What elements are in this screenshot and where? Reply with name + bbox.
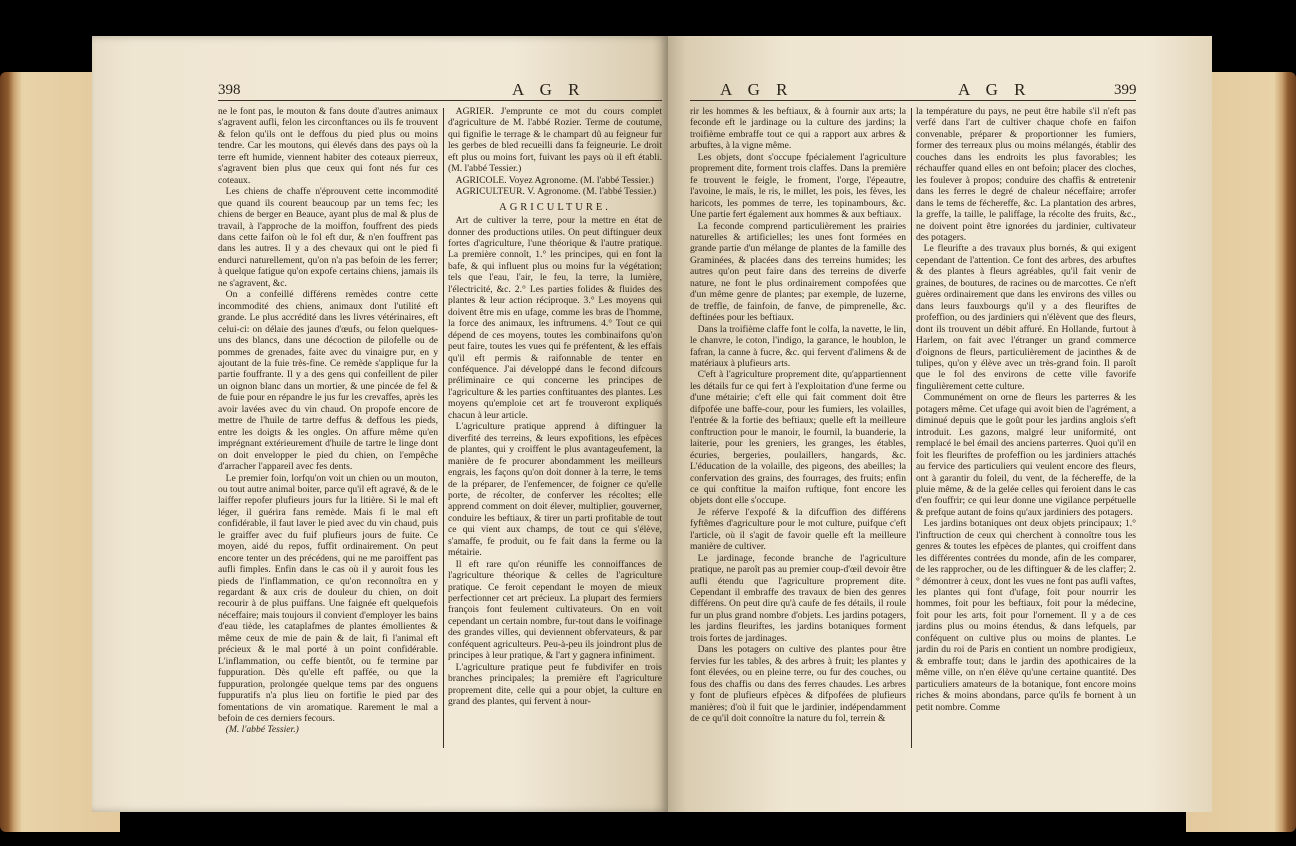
paragraph: La feconde comprend particulièrement les prairies naturelles & artificielles; les unes font formées en grande partie d'un mélange de plantes de la famille des Graminées, & placées dans des terreins humides; les autres qu'on peut faire dans des terreins de diverfe nature, ne font le plus ordinairement compofées que d'un même genre de plantes; par exemple, de luzerne, de treffle, de fainfoin, de fanve, de pimprenelle, &c. deftinées pour les beftiaux. bbox=[690, 220, 906, 324]
entry-agrier: AGRIER. J'emprunte ce mot du cours complet d'agriculture de M. l'abbé Rozier. Terme de coutume, qui fignifie le terrage & le champart dû au feigneur fur les gerbes de bled recueilli dans fa feigneurie. Le droit eft plus ou moins fort, fuivant les pays où il eft établi. (M. l'abbé Tessier.) bbox=[448, 106, 662, 175]
paragraph: Le premier foin, lorfqu'on voit un chien ou un mouton, ou tout autre animal boiter, parce qu'il eft agravé, & de le laiffer repofer plufieurs jours fur la litière. Si le mal eft léger, il guérira fans remède. Mais fi le mal eft confidérable, il faut laver le pied avec du vin chaud, puis le graiffer avec du fuif plufieurs jours de fuite. Ce moyen, aidé du repos, fuffit ordinairement. On peut encore tenter un des précédens, qui ne me paroiffent pas aufli fimples. Enfin dans le cas où il y auroit fous les pieds de l'inflammation, ce qu'on reconnoîtra en y regardant & aux cris de douleur du chien, on doit recourir à de plus puiffans. Une faignée eft quelquefois néceffaire; mais toujours il convient d'employer les bains d'eau tiède, les cataplafmes de plantes émollientes & même ceux de mie de pain & de lait, fi l'animal eft précieux & le mal porté à un point confidérable. L'inflammation, ou ceffe bientôt, ou fe termine par fuppuration. Dès qu'elle eft paffée, ou que la fuppuration, prolongée quelque tems par des onguens fuppuratifs n'a plus lieu on fortifie le pied par des fomentations de vin aromatique. Rarement le mal a befoin de ces derniers fecours. bbox=[218, 472, 438, 725]
entry-agriculteur: AGRICULTEUR. V. Agronome. (M. l'abbé Tessier.) bbox=[455, 186, 657, 198]
right-page bbox=[668, 36, 1212, 812]
paragraph: rir les hommes & les beftiaux, & à fournir aux arts; la feconde eft le jardinage ou la culture des jardins; la troifième embraffe tout ce qui a rapport aux arbres & arbuftes, à la vigne même. bbox=[690, 106, 906, 152]
paragraph: C'eft à l'agriculture proprement dite, qu'appartiennent les détails fur ce qui fert à l'exploitation d'une ferme ou d'une métairie; c'eft elle qui fait comment doit être difpofée une baffe-cour, pour les fumiers, les volailles, l'entrée & la fortie des beftiaux; quelle eft la meilleure conftruction pour le manoir, le fournil, la buanderie, la laiterie, pour les greniers, les granges, les étables, écuries, bergeries, poulaillers, hangards, &c. L'éducation de la volaille, des pigeons, des abeilles; la confervation des grains, des fourrages, des fruits; enfin ce qui conftitue la maifon ruftique, font encore les objets dont elle s'occupe. bbox=[690, 369, 906, 507]
entry-agricole: AGRICOLE. Voyez Agronome. (M. l'abbé Tessier.) bbox=[455, 174, 654, 186]
left-column-divider bbox=[443, 108, 444, 748]
author-credit: (M. l'abbé Tessier.) bbox=[225, 724, 299, 736]
right-column-2 bbox=[916, 106, 1136, 752]
paragraph: Communément on orne de fleurs les parterres & les potagers même. Cet ufage qui avoit bien de l'agrément, a diminué depuis que le goût pour les jardins anglois s'eft introduit. Les gazons, malgré leur uniformité, ont remplacé le bel émail des anciens parterres. Quoi qu'il en foit les fleuriftes de profeffion ou les jardiniers attachés au fervice des particuliers qui veulent encore des fleurs, ont à garantir du foleil, du vent, de la féchereffe, de la pluie même, & de la gelée celles qui feroient dans le cas d'en fouffrir; ce qui leur donne une vigilance perpétuelle & prefque autant de foins qu'aux jardiniers des potagers. bbox=[916, 392, 1136, 518]
left-head-rule bbox=[218, 100, 662, 101]
paragraph: Les jardins botaniques ont deux objets principaux; 1.° l'inftruction de ceux qui cherchent à connoître tous les genres & toutes les efpèces de plantes, qui croiffent dans les différentes contrées du monde, afin de les comparer, de les rapprocher, ou de les diftinguer & de les claffer; 2.° démontrer à ceux, dont les vues ne font pas aufli vaftes, les plantes qui font d'ufage, foit pour nourrir les hommes, foit pour les beftiaux, foit pour la médecine, foit pour les arts, foit pour l'ornement. Il y a de ces jardins plus ou moins étendus, & dans lefquels, par conféquent on cultive plus ou moins de plantes. Le jardin du roi de Paris en contient un nombre prodigieux, & embraffe tout; dans le jardin des apothicaires de la même ville, on n'en élève qu'une certaine quantité. Des particuliers amateurs de la botanique, font encore moins riches & moins abondans, parce qu'ils fe bornent à un petit nombre. Comme bbox=[916, 518, 1136, 713]
right-running-head-left: A G R bbox=[720, 80, 794, 99]
paragraph: L'agriculture pratique peut fe fubdivifer en trois branches principales; la première eft l'agriculture proprement dite, celle qui a pour objet, la culture en grand des plantes, qui fervent à nour- bbox=[448, 661, 662, 708]
paragraph: L'agriculture pratique apprend à diftinguer la diverfité des terreins, & leurs expofitions, les efpèces de plantes, qui y croiffent le plus avantageufement, la manière de fe procurer abondamment les meilleurs engrais, les façons qu'on doit donner à la terre, le tems de la préparer, de l'enfemencer, de foigner ce qu'elle porte, de récolter, de conferver les récoltes; elle apprend comment on doit élever, multiplier, gouverner, conduire les beftiaux, & tirer un parti profitable de tout ce qui vient aux champs, de tout ce qui s'élève, s'amaffe, fe produit, ou fe fait dans la ferme ou la métairie. bbox=[448, 421, 662, 559]
left-page bbox=[92, 36, 668, 812]
paragraph: Le jardinage, feconde branche de l'agriculture pratique, ne paroît pas au premier coup-d'œil devoir être aufli étendu que l'agriculture proprement dite. Cependant il embraffe des travaux de bien des genres différens. On peut dire qu'à caufe de fes détails, il roule fur un plus grand nombre d'objets. Les jardins potagers, les jardins fleuriftes, les jardins botaniques forment trois fortes de jardinages. bbox=[690, 552, 906, 644]
left-running-head: A G R bbox=[512, 80, 586, 99]
section-heading-agriculture: AGRICULTURE. bbox=[499, 201, 611, 213]
paragraph: Il eft rare qu'on réuniffe les connoiffances de l'agriculture théorique & celles de l'agriculture pratique. Ce feroit cependant le moyen de mieux perfectionner cet art précieux. La plupart des fermiers françois font feulement cultivateurs. On en voit cependant un certain nombre, fur-tout dans le voifinage des grandes villes, qui deviennent obfervateurs, & par conféquent agriculteurs. Peu-à-peu ils joindront plus de principes à leur pratique, & l'art y gagnera infiniment. bbox=[448, 558, 662, 662]
paragraph: Les chiens de chaffe n'éprouvent cette incommodité que quand ils courent beaucoup par un tems fec; les chiens de berger en Beauce, ayant plus de mal & plus de travail, à l'approche de la moiffon, fouffrent des pieds dans cette faifon où le fol eft dur, & n'en fouffrent pas dans les autres. Il y a des chevaux qui ont le pied fi endurci naturellement, qu'on n'a pas befoin de les ferrer; à quelque fatigue qu'on expofe certains chiens, jamais ils ne s'agravent, &c. bbox=[218, 186, 438, 289]
right-column-divider bbox=[911, 108, 912, 748]
paragraph: Je réferve l'expofé & la difcuffion des différens fyftêmes d'agriculture pour le mot culture, puifque c'eft l'article, où il s'agit de favoir quelle eft la meilleure manière de cultiver. bbox=[690, 506, 906, 553]
paragraph: Art de cultiver la terre, pour la mettre en état de donner des productions utiles. On peut diftinguer deux fortes d'agriculture, l'une théorique & l'autre pratique. La première connoît, 1.° les principes, qui en font la bafe, & qui influent plus ou moins fur la végétation; tels que l'eau, l'air, le feu, la terre, la lumière, l'électricité, &c. 2.° Les parties folides & fluides des plantes & leur action réciproque. 3.° Les moyens qui doivent être mis en ufage, comme les bras de l'homme, la force des animaux, les inftrumens. 4.° Tout ce qui dépend de ces moyens, toutes les combinaifons qu'on peut faire, toutes les vues qui fe préfentent, & les effais qu'il eft permis & raifonnable de tenter en conféquence. J'ai développé dans le fecond difcours préliminaire ce qui concerne les principes de l'agriculture & les parties conftituantes des plantes. Les moyens qu'emploie cet art fe trouveront expliqués chacun à leur article. bbox=[448, 215, 662, 421]
paragraph: ne le font pas, le mouton & fans doute d'autres animaux s'agravent aufli, felon les circonftances ou ils fe trouvent & felon qu'ils ont le deffous du pied plus ou moins tendre. Car les moutons, qui élevés dans des pays où la terre eft humide, viennent habiter des coteaux pierreux, s'agravent bien plus que ceux qui font nés fur ces coteaux. bbox=[218, 106, 438, 186]
paragraph: On a confeillé différens remèdes contre cette incommodité des chiens, animaux dont l'utilité eft grande. Le plus accrédité dans les livres vétérinaires, eft celui-ci: on délaie des jaunes d'œufs, ou felon quelques-uns des blancs, dans une décoction de pilofelle ou de pommes de grenades, faite avec du vinaigre pur, en y ajoutant de la fuie très-fine. Ce remède s'applique fur la partie fouffrante. Il y a des gens qui confeillent de piler un oignon blanc dans un mortier, & une pincée de fel & de fuie pour en répandre le jus fur les crevaffes, après les avoir lavées avec du vin chaud. On propofe encore de mettre de l'huile de tartre deffus & deffous les pieds, entre les doigts & les ongles. On affure même qu'en imprégnant extérieurement d'huile de tartre le linge dont on doit envelopper le pied du chien, on l'empêche d'arracher l'appareil avec fes dents. bbox=[218, 289, 438, 473]
right-column-1 bbox=[690, 106, 906, 752]
right-head-rule bbox=[690, 100, 1136, 101]
right-page-number: 399 bbox=[1114, 82, 1137, 98]
open-book bbox=[0, 30, 1296, 816]
paragraph: Le fleurifte a des travaux plus bornés, & qui exigent cependant de l'attention. Ce font des arbres, des arbuftes & des plantes à fleurs agréables, qu'il fait venir de graines, de boutures, de racines ou de marcottes. Ce n'eft guères ordinairement que dans les environs des villes ou dans leurs fauxbourgs qu'il y a des fleuriftes de profeffion, ou des jardiniers qui n'élèvent que des fleurs, dont ils trouvent un débit affuré. En Hollande, furtout à Harlem, on fait avec l'étranger un grand commerce d'oignons de fleurs, particulièrement de jacinthes & de tulipes, qu'on y élève avec un très-grand foin. Il paroît que le fol des environs de cette ville favorife fingulièrement cette culture. bbox=[916, 243, 1136, 392]
paragraph: Les objets, dont s'occupe fpécialement l'agriculture proprement dite, forment trois claffes. Dans la première fe trouvent le feigle, le froment, l'orge, l'épeautre, l'avoine, le maïs, le ris, le millet, les pois, les fèves, les haricots, les pommes de terre, les topinambours, &c. Une partie fert également aux hommes & aux beftiaux. bbox=[690, 151, 906, 221]
left-column-2 bbox=[448, 106, 662, 752]
paragraph: Dans la troifième claffe font le colfa, la navette, le lin, le chanvre, le coton, l'indigo, la garance, le houblon, le fafran, la canne à fucre, &c. qui fervent d'alimens & de matériaux à plufieurs arts. bbox=[690, 323, 906, 369]
left-page-number: 398 bbox=[218, 82, 241, 98]
right-running-head-right: A G R bbox=[958, 80, 1032, 99]
paragraph: la température du pays, ne peut être habile s'il n'eft pas verfé dans l'art de cultiver chaque chofe en faifon convenable, préparer & proportionner les fumiers, former des terreaux plus ou moins mélangés, établir des couches dans les endroits les plus favorables; les réchauffer quand elles en ont befoin; placer des cloches, les foulever à propos; conduire des chaffis & entretenir dans les ferres le degré de chaleur néceffaire; arrofer dans le tems de féchereffe, &c. La plantation des arbres, la greffe, la taille, le paliffage, la récolte des fruits, &c., ne doivent point être ignorées du jardinier, cultivateur des potagers. bbox=[916, 106, 1136, 243]
paragraph: Dans les potagers on cultive des plantes pour être fervies fur les tables, & des arbres à fruit; les plantes y font élevées, ou en pleine terre, ou fur des couches, ou fous des chaffis ou dans des ferres chaudes. Les arbres y font de plufieurs efpèces & difpofées de plufieurs manières; d'où il fuit que le jardinier, indépendamment de ce qu'il doit connoître la nature du fol, terrein & bbox=[690, 644, 906, 725]
left-column-1 bbox=[218, 106, 438, 752]
